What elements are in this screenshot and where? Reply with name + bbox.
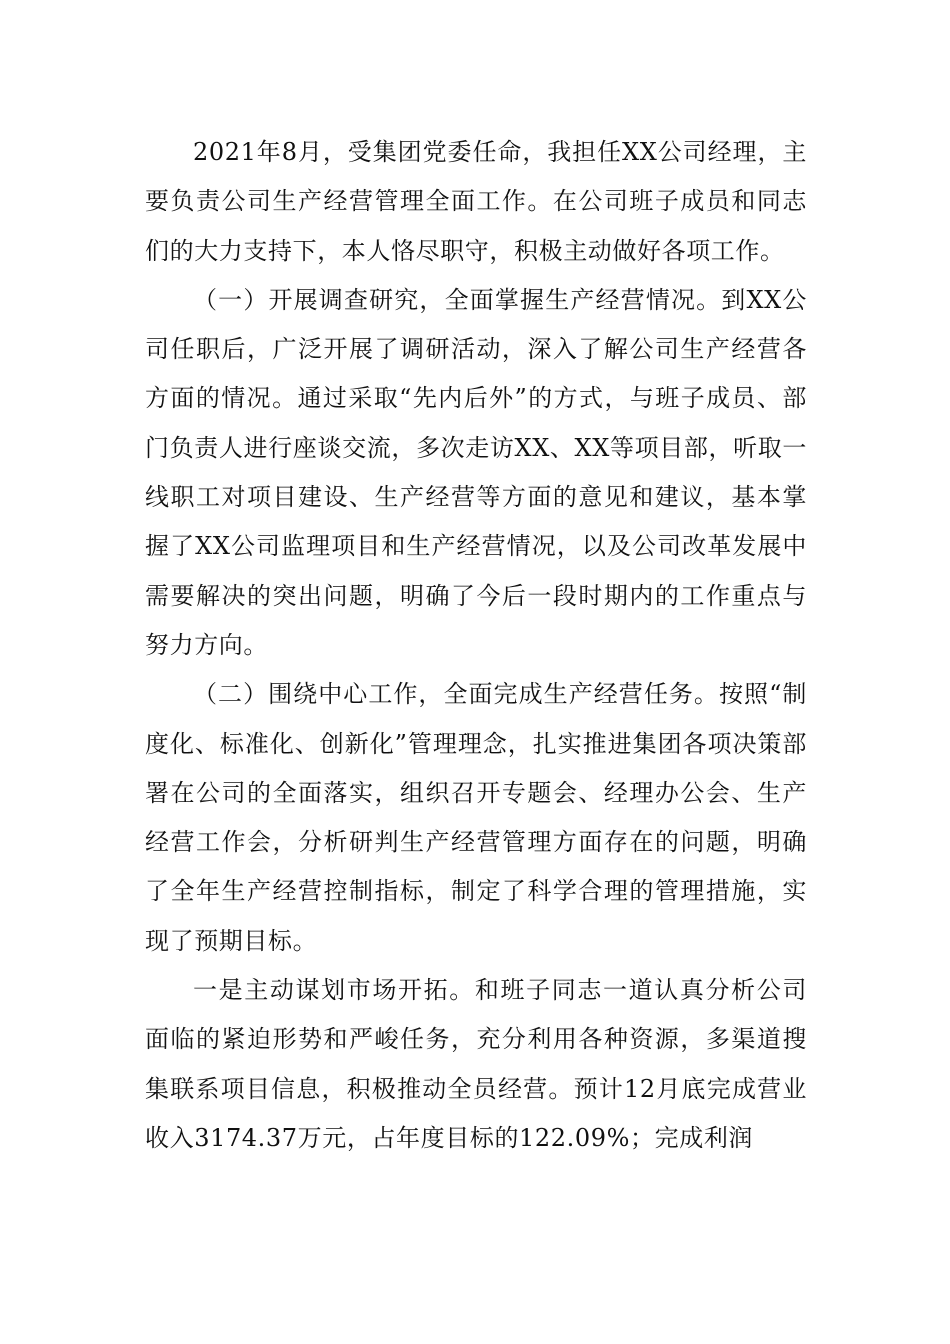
paragraph-market: 一是主动谋划市场开拓。和班子同志一道认真分析公司面临的紧迫形势和严峻任务，充分利用各种资源，多渠道搜集联系项目信息，积极推动全员经营。预计12月底完成营业收入3174.37万元，占年度目标的122.09%；完成利润 <box>145 976 807 1152</box>
paragraph-intro: 2021年8月，受集团党委任命，我担任XX公司经理，主要负责公司生产经营管理全面工作。在公司班子成员和同志们的大力支持下，本人恪尽职守，积极主动做好各项工作。 <box>145 138 807 265</box>
paragraph-section-2: （二）围绕中心工作，全面完成生产经营任务。按照“制度化、标准化、创新化”管理理念，扎实推进集团各项决策部署在公司的全面落实，组织召开专题会、经理办公会、生产经营工作会，分析研判生产经营管理方面存在的问题，明确了全年生产经营控制指标，制定了科学合理的管理措施，实现了预期目标。 <box>145 680 807 955</box>
document-body <box>145 128 807 1163</box>
paragraph-section-1: （一）开展调查研究，全面掌握生产经营情况。到XX公司任职后，广泛开展了调研活动，深入了解公司生产经营各方面的情况。通过采取“先内后外”的方式，与班子成员、部门负责人进行座谈交流，多次走访XX、XX等项目部，听取一线职工对项目建设、生产经营等方面的意见和建议，基本掌握了XX公司监理项目和生产经营情况，以及公司改革发展中需要解决的突出问题，明确了今后一段时期内的工作重点与努力方向。 <box>145 285 807 659</box>
